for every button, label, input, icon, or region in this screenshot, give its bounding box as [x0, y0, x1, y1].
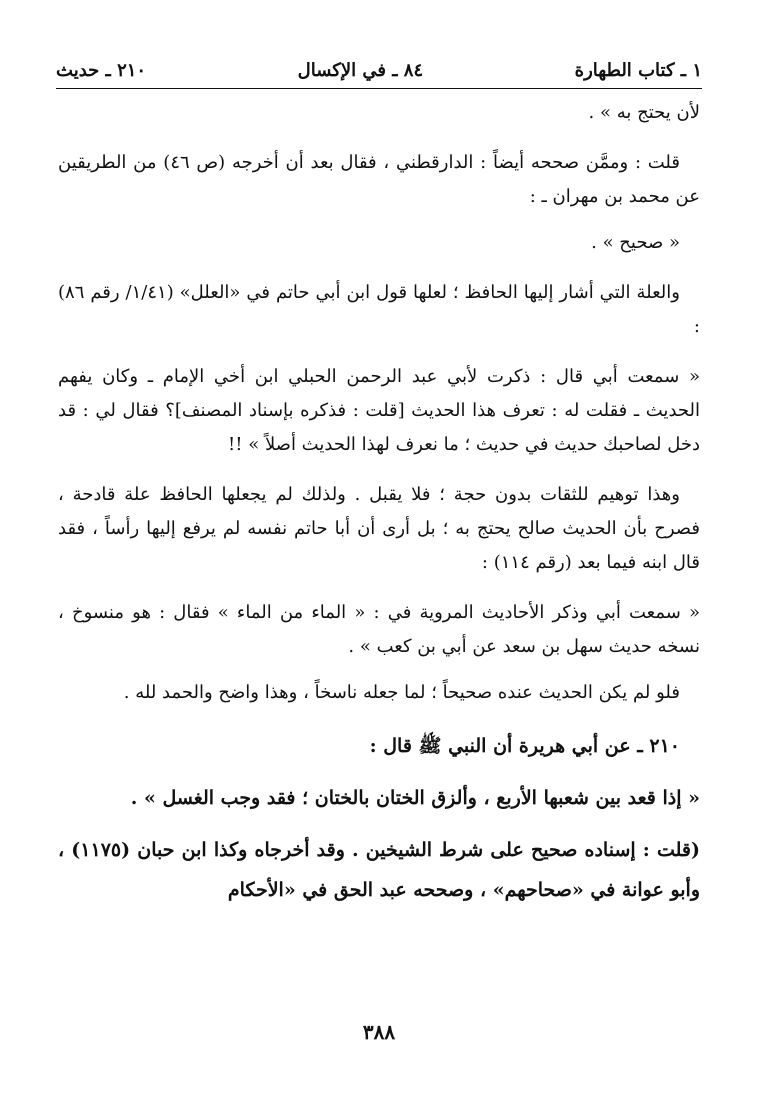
paragraph-illa: والعلة التي أشار إليها الحافظ ؛ لعلها قول ابن أبي حاتم في «العلل» (١/٤١/ رقم ٨٦) :: [58, 282, 700, 337]
hadith-text: « إذا قعد بين شعبها الأربع ، وألزق الختان بالختان ؛ فقد وجب الغسل » .: [130, 787, 700, 809]
paragraph-conclusion: فلو لم يكن الحديث عنده صحيحاً ؛ لما جعله ناسخاً ، وهذا واضح والحمد لله .: [123, 682, 680, 703]
hadith-heading: ٢١٠ ـ عن أبي هريرة أن النبي ﷺ قال :: [369, 735, 680, 757]
header-chapter-title: ٨٤ ـ في الإكسال: [297, 59, 424, 81]
paragraph-sahih-quote: « صحيح » .: [591, 232, 680, 253]
header-book-title: ١ ـ كتاب الطهارة: [574, 59, 702, 81]
header-hadith-number: ٢١٠ ـ حديث: [56, 59, 147, 81]
page-body: [58, 96, 700, 910]
paragraph-continuation: لأن يحتج به » .: [588, 102, 700, 123]
paragraph-tawhim: وهذا توهيم للثقات بدون حجة ؛ فلا يقبل . ولذلك لم يجعلها الحافظ علة قادحة ، فصرح بأن الحديث صالح يحتج به ؛ بل أرى أن أبا حاتم نفسه لم يرفع إليها رأساً ، فقد قال ابنه فيما بعد (رقم ١١٤) :: [58, 484, 700, 573]
paragraph-abi-hatim-quote: « سمعت أبي قال : ذكرت لأبي عبد الرحمن الحبلي ابن أخي الإمام ـ وكان يفهم الحديث ـ فقلت له : تعرف هذا الحديث [قلت : فذكره بإسناد المصنف]؟ فقال لي : قد دخل لصاحبك حديث في حديث ؛ ما نعرف لهذا الحديث أصلاً » !!: [58, 366, 700, 455]
hadith-commentary: (قلت : إسناده صحيح على شرط الشيخين . وقد أخرجاه وكذا ابن حبان (١١٧٥) ، وأبو عوانة في «صحاحهم» ، وصححه عبد الحق في «الأحكام: [58, 839, 700, 901]
running-header: [56, 52, 702, 89]
page-number: ٣٨٨: [362, 1020, 396, 1044]
paragraph-daraqutni: قلت : وممَّن صححه أيضاً : الدارقطني ، فقال بعد أن أخرجه (ص ٤٦) من الطريقين عن محمد بن مهران ـ :: [58, 152, 700, 207]
paragraph-mansukh-quote: « سمعت أبي وذكر الأحاديث المروية في : « الماء من الماء » فقال : هو منسوخ ، نسخه حديث سهل بن سعد عن أبي بن كعب » .: [58, 602, 700, 657]
